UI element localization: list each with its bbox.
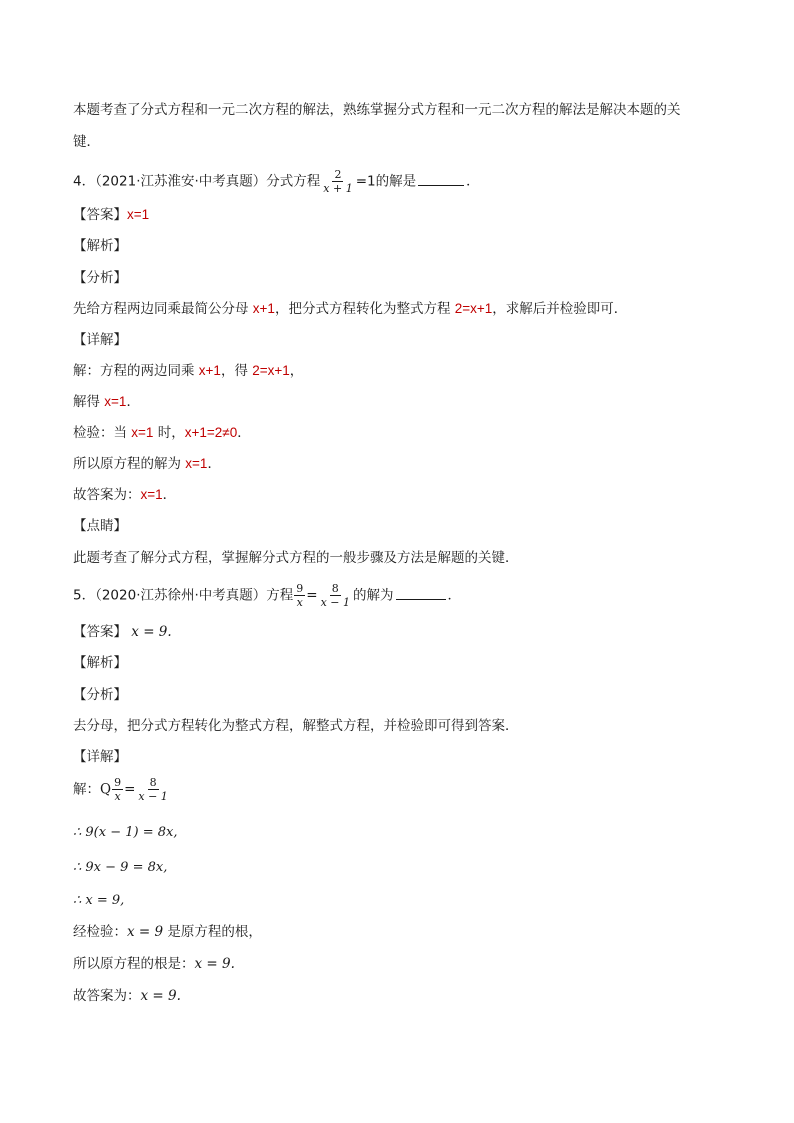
q4-step-3 — [73, 423, 251, 443]
q5-f2-num: 8 — [331, 582, 339, 595]
q4-analysis-label: 【解析】 — [73, 238, 127, 254]
q4-s1-e: ， — [289, 363, 304, 379]
q4-frac-den: x + 1 — [323, 182, 353, 195]
q5-d5-c: 是原方程的根， — [163, 924, 262, 940]
q4-answer-blank — [418, 171, 464, 186]
q4-s3-b: x=1 — [131, 425, 154, 440]
q4-s3-c: 时， — [153, 425, 185, 441]
q4-s3-e: ． — [237, 425, 251, 441]
q5-question — [73, 582, 461, 609]
q5-analysis-label: 【解析】 — [73, 655, 127, 671]
q4-fenxi-label: 【分析】 — [73, 270, 127, 286]
q5-detail-5 — [73, 922, 262, 942]
q4-s1-c: ，得 — [220, 363, 253, 379]
q5-d1-sym: Q — [100, 781, 112, 798]
q4-s1-b: x+1 — [198, 363, 221, 378]
q4-end: ． — [466, 173, 480, 190]
q5-d1-f2-den: x − 1 — [138, 790, 168, 803]
q5-detail-6 — [73, 954, 235, 974]
q4-fenxi-a: 先给方程两边同乘最简公分母 — [73, 301, 253, 317]
q4-step-2 — [73, 392, 140, 412]
q5-d1-fraction-2 — [136, 776, 169, 803]
q5-d6-b: x = 9. — [194, 956, 235, 972]
q5-d7-a: 故答案为： — [73, 988, 141, 1004]
q4-dianjing-label: 【点睛】 — [73, 518, 127, 534]
q4-equals: =1 — [355, 173, 376, 190]
q4-step-4 — [73, 454, 221, 474]
q5-f1-num: 9 — [296, 582, 304, 595]
q4-dianjing-text: 此题考查了解分式方程，掌握解分式方程的一般步骤及方法是解题的关键． — [73, 550, 519, 566]
q4-fenxi-e: ，求解后并检验即可． — [492, 301, 628, 317]
q5-d1-fraction-1 — [112, 776, 123, 803]
intro-line-1: 本题考查了分式方程和一元二次方程的解法，熟练掌握分式方程和一元二次方程的解法是解决本题的关 — [73, 102, 681, 118]
q4-s2-a: 解得 — [73, 394, 105, 410]
q5-f1-den: x — [296, 596, 303, 609]
q4-fraction — [321, 168, 354, 195]
q4-s2-b: x=1 — [104, 394, 127, 409]
q5-d1-f1-num: 9 — [114, 776, 122, 789]
q5-answer-label: 【答案】 — [73, 624, 127, 640]
q5-fenxi-text: 去分母，把分式方程转化为整式方程，解整式方程，并检验即可得到答案． — [73, 718, 519, 734]
q4-s5-c: ． — [162, 487, 177, 503]
q4-question — [73, 168, 480, 195]
intro-line-2: 键． — [73, 134, 100, 150]
q4-s4-b: x=1 — [185, 456, 208, 471]
q4-s2-c: ． — [126, 394, 140, 410]
q5-detail-label: 【详解】 — [73, 749, 127, 765]
q5-answer-blank — [396, 585, 446, 600]
q5-eq: = — [306, 587, 318, 604]
q4-fenxi-text — [73, 299, 627, 319]
q4-detail-label: 【详解】 — [73, 332, 127, 348]
q5-f2-den: x − 1 — [320, 596, 351, 609]
q4-step-5 — [73, 485, 176, 505]
q5-d5-a: 经检验： — [73, 924, 127, 940]
q5-prefix: 5．（2020·江苏徐州·中考真题）方程 — [73, 587, 294, 604]
q5-end: ． — [447, 587, 462, 604]
q5-d1-eq: = — [124, 781, 136, 798]
q4-prefix: 4．（2021·江苏淮安·中考真题）分式方程 — [73, 173, 321, 190]
q5-suffix: 的解为 — [353, 587, 394, 604]
q4-suffix: 的解是 — [375, 173, 417, 190]
q4-s5-a: 故答案为： — [73, 487, 141, 503]
q5-d7-b: x = 9. — [140, 988, 181, 1004]
q5-d1-f1-den: x — [114, 790, 121, 803]
q4-fenxi-b: x+1 — [252, 301, 275, 316]
q4-answer — [73, 205, 149, 225]
q4-s3-a: 检验：当 — [73, 425, 132, 441]
q4-answer-value: x=1 — [127, 207, 150, 222]
q5-answer — [73, 622, 172, 642]
q4-s3-d: x+1=2≠0 — [184, 425, 238, 440]
q5-d5-b: x = 9 — [127, 924, 164, 940]
q4-s5-b: x=1 — [140, 487, 163, 502]
q5-d1-f2-num: 8 — [149, 776, 157, 789]
q5-detail-1 — [73, 776, 171, 803]
q5-fraction-2 — [319, 582, 352, 609]
q4-frac-num: 2 — [334, 168, 342, 181]
q4-answer-label: 【答案】 — [73, 207, 127, 223]
q5-d6-a: 所以原方程的根是： — [73, 956, 195, 972]
q4-s1-d: 2=x+1 — [252, 363, 290, 378]
q4-s4-a: 所以原方程的解为 — [73, 456, 186, 472]
q4-step-1 — [73, 361, 303, 381]
q5-detail-2: ∴ 9(x − 1) = 8x, — [73, 825, 178, 840]
q4-fenxi-d: 2=x+1 — [454, 301, 493, 316]
q5-detail-4: ∴ x = 9, — [73, 893, 125, 908]
q5-detail-3: ∴ 9x − 9 = 8x, — [73, 860, 168, 875]
q4-s1-a: 解：方程的两边同乘 — [73, 363, 199, 379]
q5-fenxi-label: 【分析】 — [73, 687, 127, 703]
q5-answer-value: x = 9. — [131, 624, 172, 640]
q5-detail-7 — [73, 986, 181, 1006]
q4-fenxi-c: ，把分式方程转化为整式方程 — [274, 301, 455, 317]
q5-fraction-1 — [294, 582, 305, 609]
q4-s4-c: ． — [207, 456, 221, 472]
q5-d1-a: 解： — [73, 781, 100, 798]
